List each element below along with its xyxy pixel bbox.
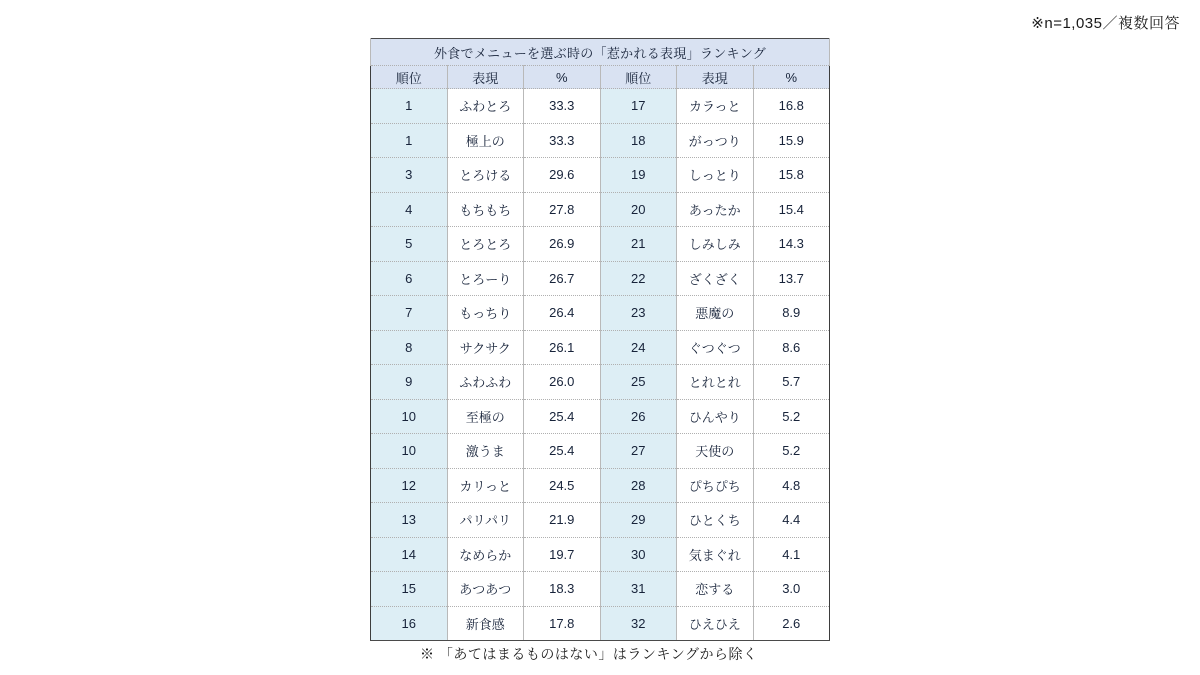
cell-expression-right: ひんやり: [677, 399, 754, 434]
table-row: [371, 261, 830, 296]
table-row: [371, 227, 830, 262]
cell-rank-left: 7: [371, 296, 448, 331]
cell-expression-right: ぐつぐつ: [677, 330, 754, 365]
table-row: [371, 296, 830, 331]
cell-rank-left: 4: [371, 192, 448, 227]
cell-expression-right: カラっと: [677, 89, 754, 124]
cell-percent-left: 24.5: [524, 468, 601, 503]
cell-percent-left: 33.3: [524, 89, 601, 124]
cell-percent-right: 15.4: [753, 192, 830, 227]
cell-rank-right: 28: [600, 468, 677, 503]
cell-expression-left: ふわふわ: [447, 365, 524, 400]
cell-percent-left: 29.6: [524, 158, 601, 193]
cell-expression-left: 至極の: [447, 399, 524, 434]
cell-expression-left: なめらか: [447, 537, 524, 572]
cell-percent-right: 14.3: [753, 227, 830, 262]
cell-expression-left: 新食感: [447, 606, 524, 641]
cell-rank-left: 3: [371, 158, 448, 193]
cell-percent-right: 5.7: [753, 365, 830, 400]
cell-percent-left: 26.7: [524, 261, 601, 296]
cell-expression-right: 恋する: [677, 572, 754, 607]
cell-rank-left: 15: [371, 572, 448, 607]
cell-rank-right: 32: [600, 606, 677, 641]
cell-rank-right: 18: [600, 123, 677, 158]
cell-percent-right: 2.6: [753, 606, 830, 641]
cell-percent-left: 26.1: [524, 330, 601, 365]
table-title-row: [371, 39, 830, 66]
cell-rank-right: 23: [600, 296, 677, 331]
cell-percent-right: 13.7: [753, 261, 830, 296]
cell-rank-left: 16: [371, 606, 448, 641]
column-header-rank-left: 順位: [371, 66, 448, 89]
cell-percent-right: 4.8: [753, 468, 830, 503]
cell-percent-right: 4.1: [753, 537, 830, 572]
cell-percent-left: 25.4: [524, 399, 601, 434]
cell-rank-right: 26: [600, 399, 677, 434]
table-row: [371, 123, 830, 158]
cell-percent-left: 19.7: [524, 537, 601, 572]
cell-rank-left: 8: [371, 330, 448, 365]
table-row: [371, 572, 830, 607]
cell-expression-right: 天使の: [677, 434, 754, 469]
cell-expression-right: ぴちぴち: [677, 468, 754, 503]
table-row: [371, 468, 830, 503]
exclusion-note: ※ 「あてはまるものはない」はランキングから除く: [420, 646, 758, 662]
cell-percent-left: 33.3: [524, 123, 601, 158]
cell-expression-left: サクサク: [447, 330, 524, 365]
cell-percent-right: 5.2: [753, 434, 830, 469]
cell-expression-right: 悪魔の: [677, 296, 754, 331]
cell-expression-right: がっつり: [677, 123, 754, 158]
column-header-percent-right: %: [753, 66, 830, 89]
table-row: [371, 399, 830, 434]
ranking-table: [370, 38, 830, 641]
cell-rank-left: 13: [371, 503, 448, 538]
cell-percent-right: 8.9: [753, 296, 830, 331]
cell-percent-right: 16.8: [753, 89, 830, 124]
cell-percent-right: 15.9: [753, 123, 830, 158]
cell-expression-left: 極上の: [447, 123, 524, 158]
cell-rank-left: 12: [371, 468, 448, 503]
column-header-rank-right: 順位: [600, 66, 677, 89]
cell-rank-left: 9: [371, 365, 448, 400]
cell-percent-right: 5.2: [753, 399, 830, 434]
table-row: [371, 158, 830, 193]
cell-expression-left: パリパリ: [447, 503, 524, 538]
table-row: [371, 192, 830, 227]
cell-expression-right: あったか: [677, 192, 754, 227]
column-header-expression-right: 表現: [677, 66, 754, 89]
cell-expression-right: 気まぐれ: [677, 537, 754, 572]
cell-expression-left: とろとろ: [447, 227, 524, 262]
cell-expression-left: もちもち: [447, 192, 524, 227]
column-header-expression-left: 表現: [447, 66, 524, 89]
cell-percent-left: 26.4: [524, 296, 601, 331]
cell-rank-right: 20: [600, 192, 677, 227]
table-row: [371, 537, 830, 572]
cell-expression-right: しっとり: [677, 158, 754, 193]
cell-expression-right: しみしみ: [677, 227, 754, 262]
cell-rank-left: 6: [371, 261, 448, 296]
cell-expression-left: あつあつ: [447, 572, 524, 607]
cell-expression-left: とろーり: [447, 261, 524, 296]
cell-percent-left: 27.8: [524, 192, 601, 227]
table-row: [371, 434, 830, 469]
table-row: [371, 330, 830, 365]
ranking-table-container: [370, 38, 830, 641]
cell-expression-right: ひとくち: [677, 503, 754, 538]
table-row: [371, 606, 830, 641]
table-title: 外食でメニューを選ぶ時の「惹かれる表現」ランキング: [371, 39, 830, 66]
table-header-row: [371, 66, 830, 89]
cell-rank-right: 19: [600, 158, 677, 193]
cell-expression-left: もっちり: [447, 296, 524, 331]
cell-percent-left: 17.8: [524, 606, 601, 641]
table-row: [371, 89, 830, 124]
table-head: [371, 39, 830, 89]
cell-rank-left: 10: [371, 434, 448, 469]
table-row: [371, 365, 830, 400]
cell-rank-right: 25: [600, 365, 677, 400]
cell-percent-left: 18.3: [524, 572, 601, 607]
cell-percent-right: 15.8: [753, 158, 830, 193]
cell-percent-left: 26.0: [524, 365, 601, 400]
cell-rank-right: 24: [600, 330, 677, 365]
cell-expression-left: カリっと: [447, 468, 524, 503]
cell-percent-left: 26.9: [524, 227, 601, 262]
table-body: [371, 89, 830, 641]
cell-percent-left: 21.9: [524, 503, 601, 538]
cell-expression-right: とれとれ: [677, 365, 754, 400]
cell-expression-left: とろける: [447, 158, 524, 193]
column-header-percent-left: %: [524, 66, 601, 89]
cell-rank-right: 30: [600, 537, 677, 572]
cell-percent-right: 8.6: [753, 330, 830, 365]
cell-rank-right: 29: [600, 503, 677, 538]
cell-rank-left: 14: [371, 537, 448, 572]
cell-expression-left: 激うま: [447, 434, 524, 469]
cell-rank-right: 21: [600, 227, 677, 262]
cell-rank-left: 5: [371, 227, 448, 262]
cell-expression-right: ひえひえ: [677, 606, 754, 641]
cell-rank-right: 27: [600, 434, 677, 469]
sample-size-note: ※n=1,035／複数回答: [1031, 15, 1180, 32]
cell-rank-right: 17: [600, 89, 677, 124]
cell-percent-left: 25.4: [524, 434, 601, 469]
cell-rank-left: 10: [371, 399, 448, 434]
cell-rank-left: 1: [371, 89, 448, 124]
cell-rank-right: 31: [600, 572, 677, 607]
cell-rank-left: 1: [371, 123, 448, 158]
cell-percent-right: 3.0: [753, 572, 830, 607]
cell-expression-right: ざくざく: [677, 261, 754, 296]
cell-percent-right: 4.4: [753, 503, 830, 538]
table-row: [371, 503, 830, 538]
cell-rank-right: 22: [600, 261, 677, 296]
cell-expression-left: ふわとろ: [447, 89, 524, 124]
